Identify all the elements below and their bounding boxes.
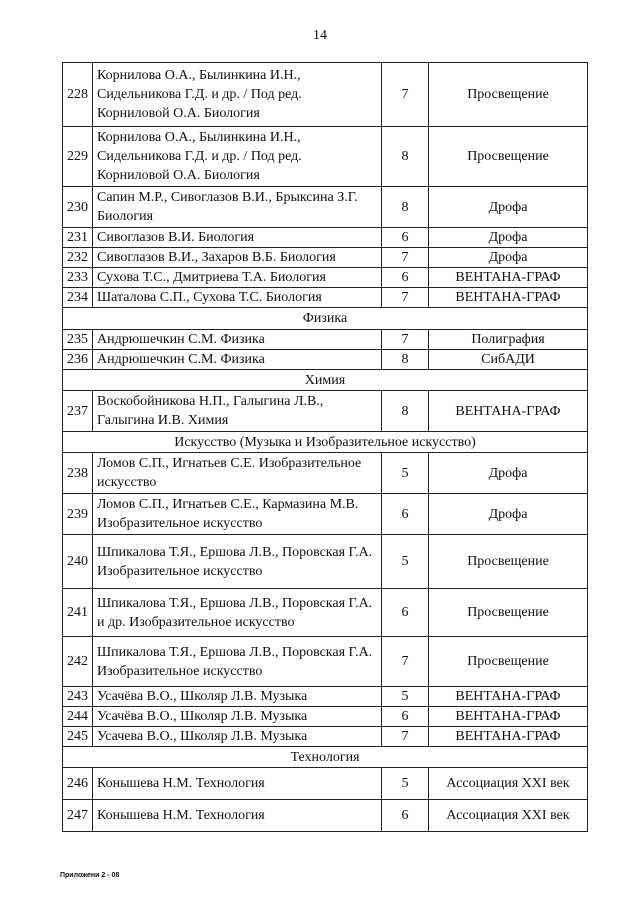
row-number: 246 (63, 768, 93, 800)
row-number: 233 (63, 268, 93, 288)
book-title: Усачёва В.О., Школяр Л.В. Музыка (93, 687, 382, 707)
book-title: Сивоглазов В.И., Захаров В.Б. Биология (93, 248, 382, 268)
book-title: Корнилова О.А., Былинкина И.Н., Сидельникова Г.Д. и др. / Под ред. Корниловой О.А. Биология (93, 127, 382, 187)
book-title: Усачёва В.О., Школяр Л.В. Музыка (93, 707, 382, 727)
grade: 6 (382, 800, 429, 832)
publisher: Дрофа (429, 228, 588, 248)
grade: 6 (382, 494, 429, 535)
publisher: Дрофа (429, 494, 588, 535)
publisher: СибАДИ (429, 350, 588, 370)
row-number: 247 (63, 800, 93, 832)
grade: 8 (382, 187, 429, 228)
section-title: Технология (63, 747, 588, 768)
grade: 6 (382, 707, 429, 727)
table-row (63, 727, 588, 747)
grade: 7 (382, 288, 429, 308)
book-title: Шпикалова Т.Я., Ершова Л.В., Поровская Г.А. и др. Изобразительное искусство (93, 589, 382, 637)
grade: 7 (382, 727, 429, 747)
table-row (63, 800, 588, 832)
book-title: Ломов С.П., Игнатьев С.Е. Изобразительное искусство (93, 453, 382, 494)
grade: 5 (382, 768, 429, 800)
footer-note: Приложени 2 - 08 (60, 872, 120, 879)
book-title: Усачева В.О., Школяр Л.В. Музыка (93, 727, 382, 747)
row-number: 245 (63, 727, 93, 747)
table-row (63, 268, 588, 288)
publisher: Просвещение (429, 127, 588, 187)
table-row (63, 288, 588, 308)
book-title: Сивоглазов В.И. Биология (93, 228, 382, 248)
publisher: ВЕНТАНА-ГРАФ (429, 288, 588, 308)
page-number: 14 (313, 28, 327, 43)
book-title: Корнилова О.А., Былинкина И.Н., Сидельникова Г.Д. и др. / Под ред. Корниловой О.А. Биология (93, 63, 382, 127)
book-title: Шаталова С.П., Сухова Т.С. Биология (93, 288, 382, 308)
publisher: ВЕНТАНА-ГРАФ (429, 707, 588, 727)
table-row (63, 768, 588, 800)
grade: 5 (382, 535, 429, 589)
row-number: 236 (63, 350, 93, 370)
row-number: 237 (63, 391, 93, 432)
table-row (63, 330, 588, 350)
section-header-row (63, 308, 588, 330)
table-row (63, 589, 588, 637)
grade: 6 (382, 268, 429, 288)
row-number: 244 (63, 707, 93, 727)
book-title: Ломов С.П., Игнатьев С.Е., Кармазина М.В. Изобразительное искусство (93, 494, 382, 535)
row-number: 242 (63, 637, 93, 687)
section-title: Химия (63, 370, 588, 391)
book-title: Андрюшечкин С.М. Физика (93, 350, 382, 370)
table-row (63, 391, 588, 432)
row-number: 228 (63, 63, 93, 127)
textbook-table (62, 62, 588, 832)
grade: 6 (382, 589, 429, 637)
book-title: Конышева Н.М. Технология (93, 768, 382, 800)
publisher: Просвещение (429, 535, 588, 589)
table-row (63, 687, 588, 707)
publisher: ВЕНТАНА-ГРАФ (429, 391, 588, 432)
table-row (63, 494, 588, 535)
publisher: ВЕНТАНА-ГРАФ (429, 687, 588, 707)
grade: 7 (382, 637, 429, 687)
row-number: 234 (63, 288, 93, 308)
table-row (63, 453, 588, 494)
grade: 6 (382, 228, 429, 248)
row-number: 239 (63, 494, 93, 535)
section-header-row (63, 370, 588, 391)
grade: 7 (382, 330, 429, 350)
table-row (63, 637, 588, 687)
section-header-row (63, 432, 588, 453)
table-body (63, 63, 588, 832)
row-number: 231 (63, 228, 93, 248)
publisher: Дрофа (429, 187, 588, 228)
section-title: Искусство (Музыка и Изобразительное искусство) (63, 432, 588, 453)
table-row (63, 535, 588, 589)
grade: 8 (382, 127, 429, 187)
book-title: Конышева Н.М. Технология (93, 800, 382, 832)
book-title: Воскобойникова Н.П., Галыгина Л.В., Галыгина И.В. Химия (93, 391, 382, 432)
section-header-row (63, 747, 588, 768)
grade: 8 (382, 350, 429, 370)
publisher: Полиграфия (429, 330, 588, 350)
row-number: 230 (63, 187, 93, 228)
grade: 7 (382, 248, 429, 268)
row-number: 240 (63, 535, 93, 589)
row-number: 243 (63, 687, 93, 707)
row-number: 238 (63, 453, 93, 494)
table-row (63, 350, 588, 370)
row-number: 235 (63, 330, 93, 350)
publisher: Дрофа (429, 248, 588, 268)
row-number: 241 (63, 589, 93, 637)
row-number: 229 (63, 127, 93, 187)
book-title: Сапин М.Р., Сивоглазов В.И., Брыксина З.Г. Биология (93, 187, 382, 228)
table-row (63, 127, 588, 187)
book-title: Шпикалова Т.Я., Ершова Л.В., Поровская Г.А. Изобразительное искусство (93, 637, 382, 687)
book-title: Андрюшечкин С.М. Физика (93, 330, 382, 350)
table-row (63, 187, 588, 228)
table-row (63, 248, 588, 268)
table-row (63, 228, 588, 248)
section-title: Физика (63, 308, 588, 330)
table-row (63, 707, 588, 727)
grade: 7 (382, 63, 429, 127)
publisher: Просвещение (429, 637, 588, 687)
table-row (63, 63, 588, 127)
grade: 8 (382, 391, 429, 432)
publisher: Просвещение (429, 63, 588, 127)
book-title: Сухова Т.С., Дмитриева Т.А. Биология (93, 268, 382, 288)
publisher: Просвещение (429, 589, 588, 637)
book-title: Шпикалова Т.Я., Ершова Л.В., Поровская Г.А. Изобразительное искусство (93, 535, 382, 589)
publisher: Ассоциация XXI век (429, 800, 588, 832)
row-number: 232 (63, 248, 93, 268)
publisher: Дрофа (429, 453, 588, 494)
publisher: ВЕНТАНА-ГРАФ (429, 727, 588, 747)
publisher: Ассоциация XXI век (429, 768, 588, 800)
publisher: ВЕНТАНА-ГРАФ (429, 268, 588, 288)
grade: 5 (382, 687, 429, 707)
grade: 5 (382, 453, 429, 494)
